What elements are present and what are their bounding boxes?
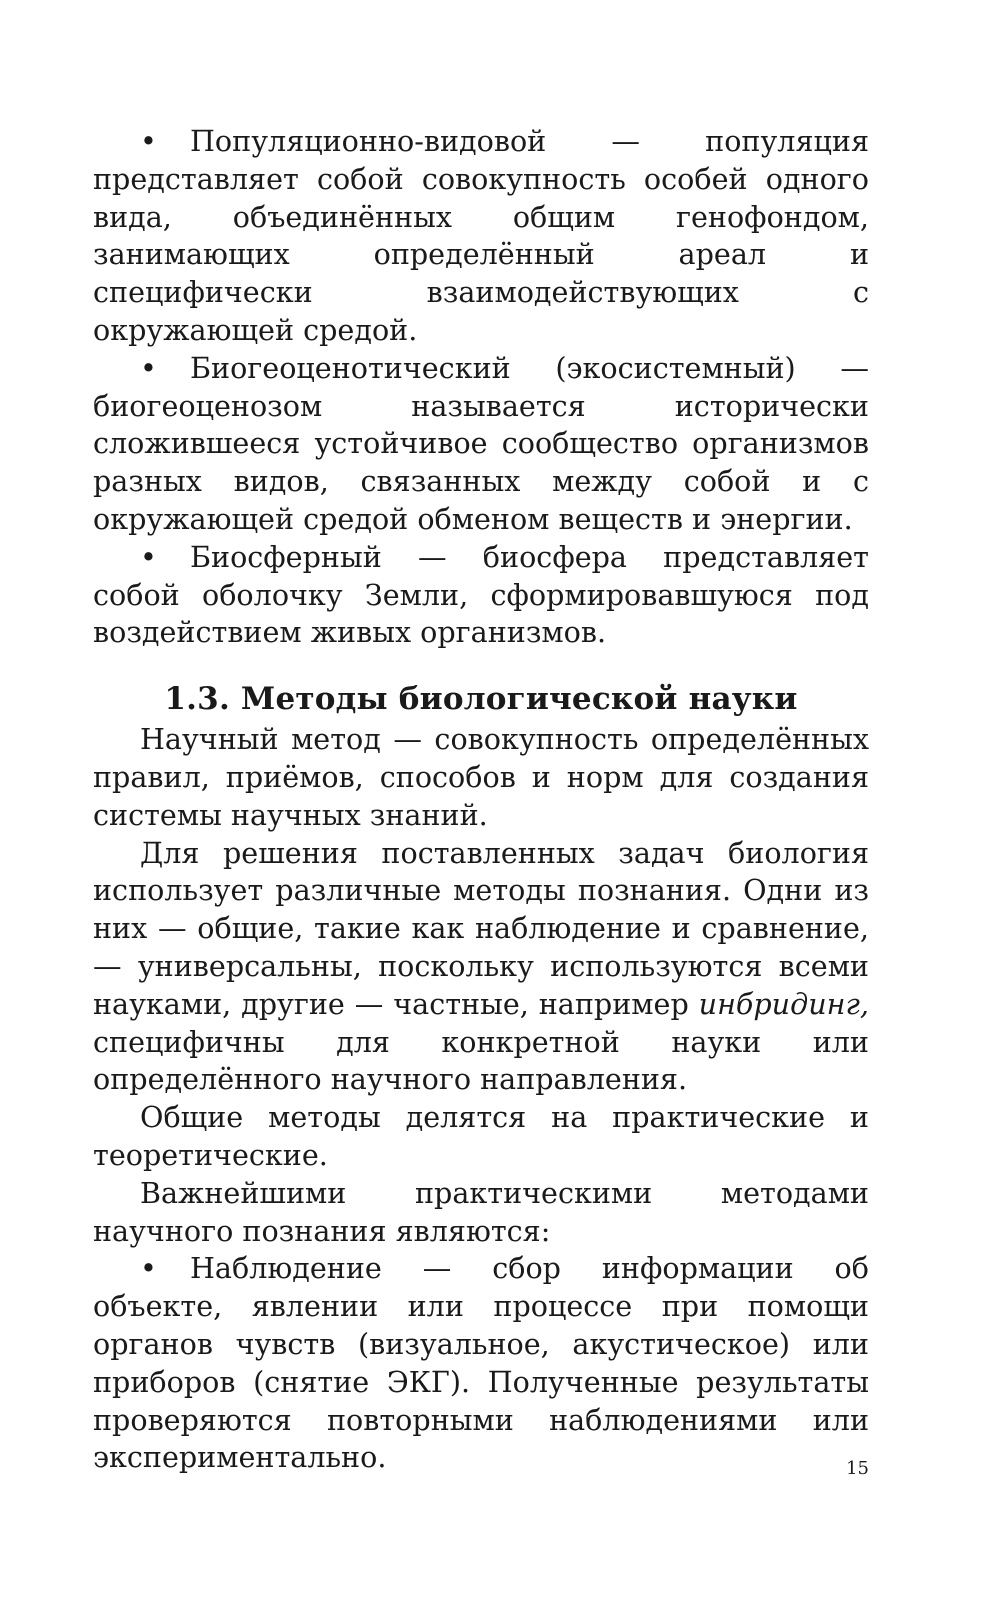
bullet-text: Биогеоценотический (экосистемный) — биогеоценозом называется исторически сложившееся устойчивое сообщество организмов разных видов, связанных между собой и с окружающей средой обменом веществ и энергии. [93,350,869,536]
paragraph-text: специфичны для конкретной науки или определённого научного направления. [93,1024,869,1097]
page-number: 15 [846,1458,869,1479]
bullet-marker: • [140,350,157,385]
bullet-item-population-species [93,123,869,350]
section-heading: 1.3. Методы биологической науки [164,681,798,718]
bullet-marker: • [140,124,157,158]
paragraph-methods-overview [93,835,869,1100]
paragraph-practical-methods-intro: Важнейшими практическими методами научного познания являются: [93,1175,869,1248]
paragraph-text: Для решения поставленных задач биология использует различные методы познания. Одни из них — общие, такие как наблюдение и сравнение, — универсальны, поскольку используются всеми науками, другие — частные, например [93,835,869,1021]
bullet-item-biosphere [93,539,869,652]
bullet-text: Биосферный — биосфера представляет собой оболочку Земли, сформировавшуюся под воздействием живых организмов. [93,539,869,650]
bullet-item-biogeocenotic [93,350,869,539]
paragraph-scientific-method: Научный метод — совокупность определённых правил, приёмов, способов и норм для создания системы научных знаний. [93,722,869,832]
bullet-item-observation [93,1250,869,1477]
term-inbreeding: инбридинг, [698,986,869,1021]
bullet-text: Наблюдение — сбор информации об объекте, явлении или процессе при помощи органов чувств (визуальное, акустическое) или приборов (снятие ЭКГ). Полученные результаты проверяются повторными наблюдениями или экспериментально. [93,1251,869,1475]
bullet-marker: • [140,1251,157,1286]
bullet-text: Популяционно-видовой — популяция представляет собой совокупность особей одного вида, объединённых общим генофондом, занимающих определённый ареал и специфически взаимодействующих с окружающей средой. [93,124,869,347]
page-body [93,123,869,1477]
paragraph-general-methods: Общие методы делятся на практические и теоретические. [93,1100,869,1172]
bullet-marker: • [140,539,157,574]
